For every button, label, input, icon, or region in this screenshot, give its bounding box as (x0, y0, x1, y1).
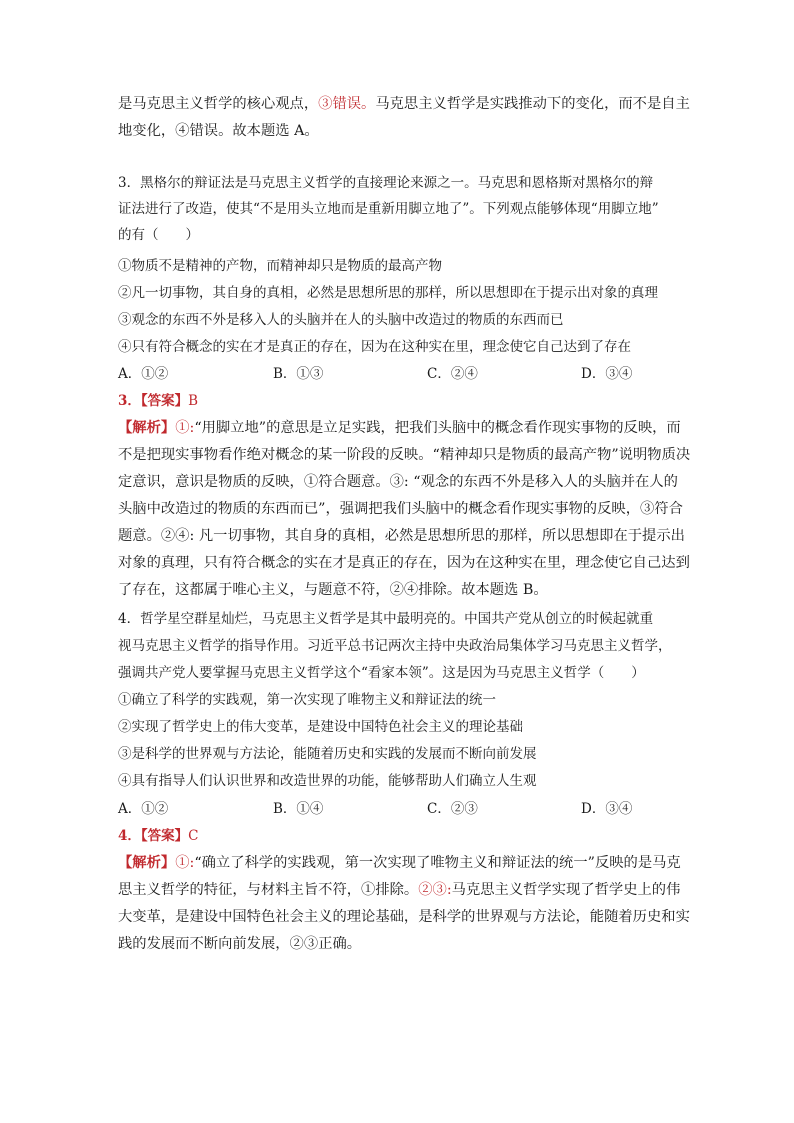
prev-analysis-line-1 (118, 94, 690, 114)
prev-analysis-text: 是马克思主义哲学的核心观点， (118, 96, 319, 112)
q3-answer (118, 391, 198, 411)
q3-statement: ②凡一切事物，其自身的真相，必然是思想所思的那样，所以思想即在于提示出对象的真理 (118, 285, 658, 301)
analysis-marker: ①: (175, 855, 195, 871)
answer-value: C (188, 828, 199, 844)
analysis-text: 马克思主义哲学实现了哲学史上的伟 (451, 882, 681, 898)
answer-value: B (188, 393, 199, 409)
answer-tag: 【答案】 (140, 828, 189, 844)
analysis-text: 思主义哲学的特征，与材料主旨不符，①排除。 (118, 882, 419, 898)
option-c: C．②③ (427, 801, 478, 817)
q3-statement: ④只有符合概念的实在才是真正的存在，因为在这种实在里，理念使它自己达到了存在 (118, 339, 631, 355)
q3-stem-line: 3．黑格尔的辩证法是马克思主义哲学的直接理论来源之一。马克思和恩格斯对黑格尔的辩 (118, 175, 654, 191)
q4-analysis-line (118, 853, 681, 873)
q4-statement: ③是科学的世界观与方法论，能随着历史和实践的发展而不断向前发展 (118, 746, 537, 762)
q3-analysis-line: 题意。②④: 凡一切事物，其自身的真相，必然是思想所思的那样，所以思想即在于提示出 (118, 528, 685, 544)
analysis-tag: 【解析】 (118, 420, 176, 436)
q4-analysis-line (118, 880, 680, 900)
analysis-marker: ①: (175, 420, 195, 436)
q3-analysis-line: 头脑中改造过的物质的东西而已”，强调把我们头脑中的概念看作现实事物的反映，③符合 (118, 501, 683, 517)
q3-statement: ③观念的东西不外是移入人的头脑并在人的头脑中改造过的物质的东西而已 (118, 312, 564, 328)
q3-analysis-line: 对象的真理，只有符合概念的实在才是真正的存在，因为在这种实在里，理念使它自己达到 (118, 555, 690, 571)
prev-analysis-line-2: 地变化，④错误。故本题选 A。 (118, 123, 319, 139)
prev-analysis-marker: ③错误。 (318, 96, 376, 112)
q4-stem-line: 强调共产党人要掌握马克思主义哲学这个“看家本领”。这是因为马克思主义哲学（ ） (118, 665, 645, 681)
option-b: B．①③ (273, 366, 324, 382)
option-a: A．①② (118, 801, 169, 817)
q3-analysis-line: 定意识，意识是物质的反映，①符合题意。③: “观念的东西不外是移入人的头脑并在人的 (118, 474, 678, 490)
q4-stem-line: 4．哲学星空群星灿烂，马克思主义哲学是其中最明亮的。中国共产党从创立的时候起就重 (118, 611, 654, 627)
answer-tag: 【答案】 (140, 393, 189, 409)
analysis-marker: ②③: (418, 882, 452, 898)
q4-statement: ④具有指导人们认识世界和改造世界的功能，能够帮助人们确立人生观 (118, 773, 537, 789)
q3-analysis-line: 了存在，这都属于唯心主义，与题意不符，②④排除。故本题选 B。 (118, 582, 548, 598)
q4-statement: ①确立了科学的实践观，第一次实现了唯物主义和辩证法的统一 (118, 692, 496, 708)
answer-num: 3． (118, 393, 141, 409)
analysis-tag: 【解析】 (118, 855, 176, 871)
q4-answer (118, 826, 199, 846)
option-b: B．①④ (273, 801, 324, 817)
q4-statement: ②实现了哲学史上的伟大变革，是建设中国特色社会主义的理论基础 (118, 719, 523, 735)
q3-stem-line: 证法进行了改造，使其“不是用头立地而是重新用脚立地了”。下列观点能够体现“用脚立地” (118, 201, 659, 217)
analysis-text: “用脚立地”的意思是立足实践，把我们头脑中的概念看作现实事物的反映，而 (194, 420, 681, 436)
q3-statement: ①物质不是精神的产物，而精神却只是物质的最高产物 (118, 258, 442, 274)
prev-analysis-text: 马克思主义哲学是实践推动下的变化，而不是自主 (375, 96, 690, 112)
q3-stem-line: 的有（ ） (118, 227, 199, 243)
answer-num: 4． (118, 828, 141, 844)
option-a: A．①② (118, 366, 169, 382)
option-d: D．③④ (581, 801, 633, 817)
option-d: D．③④ (581, 366, 633, 382)
analysis-text: “确立了科学的实践观，第一次实现了唯物主义和辩证法的统一”反映的是马克 (194, 855, 681, 871)
q4-analysis-line: 践的发展而不断向前发展，②③正确。 (118, 936, 362, 952)
q4-stem-line: 视马克思主义哲学的指导作用。习近平总书记两次主持中央政治局集体学习马克思主义哲学， (118, 638, 672, 654)
option-c: C．②④ (427, 366, 478, 382)
q4-analysis-line: 大变革，是建设中国特色社会主义的理论基础，是科学的世界观与方法论，能随着历史和实 (118, 909, 690, 925)
q3-analysis-line (118, 418, 681, 438)
q3-analysis-line: 不是把现实事物看作绝对概念的某一阶段的反映。“精神却只是物质的最高产物”说明物质决 (118, 447, 691, 463)
